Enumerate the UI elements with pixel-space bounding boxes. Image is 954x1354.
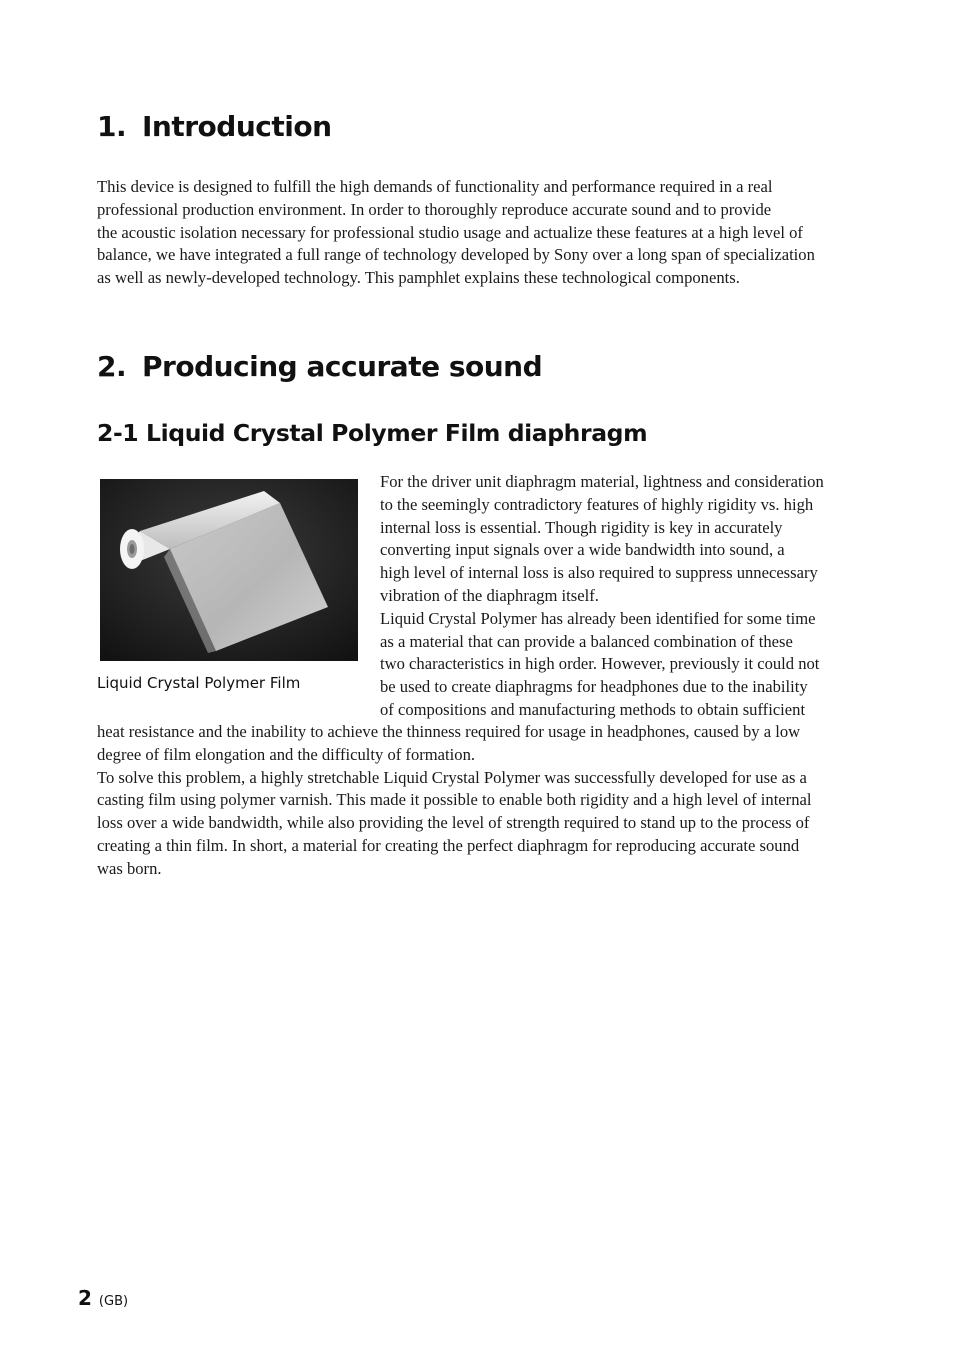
intro-line: the acoustic isolation necessary for professional studio usage and actualize these features at a high level of xyxy=(97,222,803,242)
intro-line: This device is designed to fulfill the high demands of functionality and performance required in a real xyxy=(97,177,773,196)
text-line: casting film using polymer varnish. This made it possible to enable both rigidity and a high level of internal xyxy=(97,790,812,810)
text-line: Liquid Crystal Polymer has already been identified for some time xyxy=(380,608,816,628)
section-2-heading xyxy=(97,350,542,383)
text-line: be used to create diaphragms for headphones due to the inability xyxy=(380,677,808,697)
section-1-title: Introduction xyxy=(142,110,332,143)
text-line: converting input signals over a wide bandwidth into sound, a xyxy=(380,540,785,560)
lcp-film-photo xyxy=(100,479,358,661)
region-code: (GB) xyxy=(98,1294,129,1309)
text-line: heat resistance and the inability to achieve the thinness required for usage in headphones, caused by a low xyxy=(97,722,801,741)
intro-line: as well as newly-developed technology. This pamphlet explains these technological components. xyxy=(97,268,740,288)
text-line: degree of film elongation and the difficulty of formation. xyxy=(97,744,476,764)
full-width-paragraph xyxy=(97,721,887,881)
figure-caption: Liquid Crystal Polymer Film xyxy=(97,674,301,692)
film-roll-image xyxy=(100,479,358,661)
text-line: vibration of the diaphragm itself. xyxy=(380,585,599,605)
text-line: high level of internal loss is also required to suppress unnecessary xyxy=(380,563,818,583)
text-line: internal loss is essential. Though rigidity is key in accurately xyxy=(380,517,783,537)
section-2-title: Producing accurate sound xyxy=(142,350,543,383)
page-number: 2 xyxy=(78,1286,92,1310)
text-line: two characteristics in high order. However, previously it could not xyxy=(380,654,820,674)
text-line: of compositions and manufacturing methods to obtain sufficient xyxy=(380,699,806,719)
text-line: as a material that can provide a balanced combination of these xyxy=(380,631,793,651)
subsection-heading: 2-1 Liquid Crystal Polymer Film diaphragm xyxy=(97,419,648,447)
text-line: creating a thin film. In short, a material for creating the perfect diaphragm for reproducing accurate sound xyxy=(97,835,800,855)
wrapped-paragraph xyxy=(380,471,880,722)
text-line: was born. xyxy=(97,858,162,878)
intro-line: balance, we have integrated a full range of technology developed by Sony over a long span of specialization xyxy=(97,245,815,265)
introduction-paragraph xyxy=(97,176,877,290)
page-footer xyxy=(78,1286,128,1310)
section-1-heading xyxy=(97,110,332,143)
text-line: To solve this problem, a highly stretchable Liquid Crystal Polymer was successfully developed for use as a xyxy=(97,767,807,787)
section-2-number: 2. xyxy=(97,350,127,383)
intro-line: professional production environment. In order to thoroughly reproduce accurate sound and to provide xyxy=(97,199,772,219)
text-line: For the driver unit diaphragm material, lightness and consideration xyxy=(380,472,824,491)
text-line: to the seemingly contradictory features of highly rigidity vs. high xyxy=(380,494,814,514)
text-line: loss over a wide bandwidth, while also providing the level of strength required to stand up to the process of xyxy=(97,813,810,833)
section-1-number: 1. xyxy=(97,110,127,143)
